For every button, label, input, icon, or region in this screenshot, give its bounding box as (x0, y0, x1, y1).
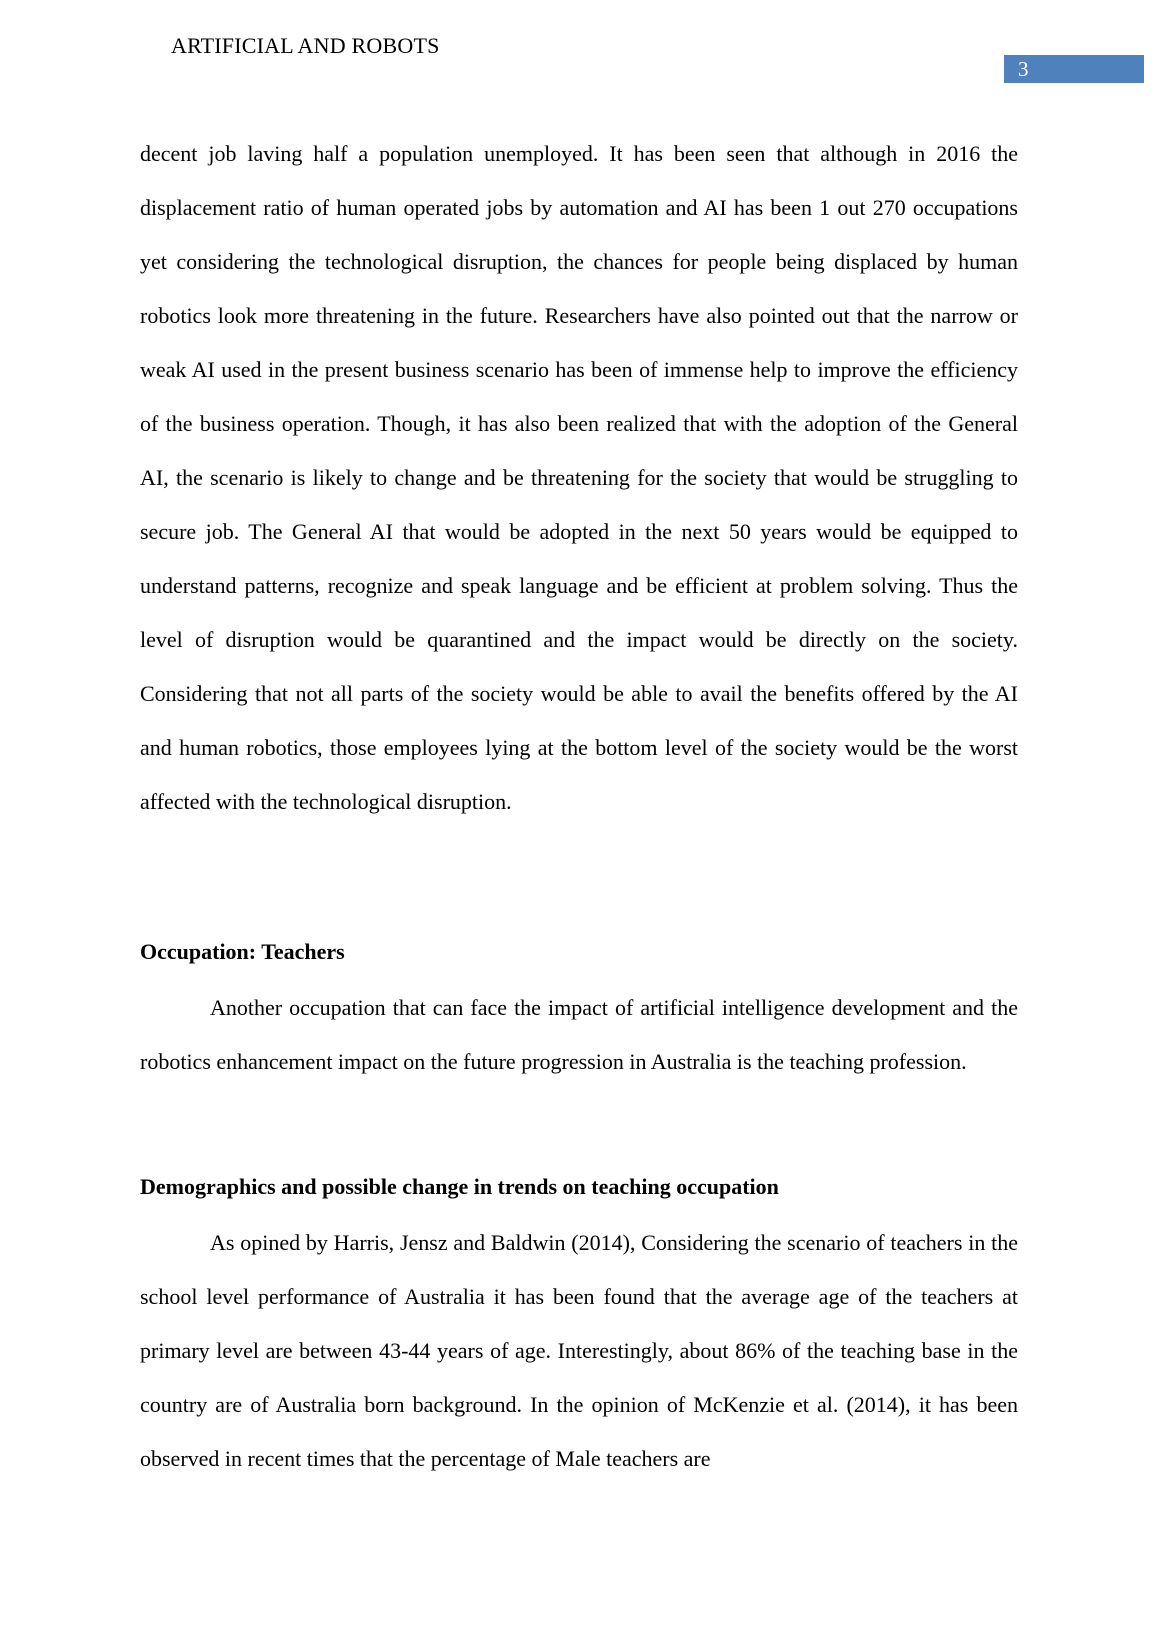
running-head: ARTIFICIAL AND ROBOTS (171, 33, 440, 58)
body-paragraph-2: Another occupation that can face the impact of artificial intelligence development and the robotics enhancement impact on the future progression in Australia is the teaching profession. (140, 995, 1018, 1074)
body-paragraph-3: As opined by Harris, Jensz and Baldwin (2014), Considering the scenario of teachers in the school level performance of Australia it has been found that the average age of the teachers at primary level are between 43-44 years of age. Interestingly, about 86% of the teaching base in the country are of Australia born background. In the opinion of McKenzie et al. (2014), it has been observed in recent times that the percentage of Male teachers are (140, 1230, 1018, 1471)
body-paragraph-1: decent job laving half a population unemployed. It has been seen that although in 2016 the displacement ratio of human operated jobs by automation and AI has been 1 out 270 occupations yet considering the technological disruption, the chances for people being displaced by human robotics look more threatening in the future. Researchers have also pointed out that the narrow or weak AI used in the present business scenario has been of immense help to improve the efficiency of the business operation. Though, it has also been realized that with the adoption of the General AI, the scenario is likely to change and be threatening for the society that would be struggling to secure job. The General AI that would be adopted in the next 50 years would be equipped to understand patterns, recognize and speak language and be efficient at problem solving. Thus the level of disruption would be quarantined and the impact would be directly on the society. Considering that not all parts of the society would be able to avail the benefits offered by the AI and human robotics, those employees lying at the bottom level of the society would be the worst affected with the technological disruption. (140, 141, 1018, 814)
page-number-box (1004, 55, 1144, 83)
section-heading-teachers: Occupation: Teachers (140, 939, 345, 964)
page-number: 3 (1018, 57, 1029, 81)
section-heading-demographics: Demographics and possible change in trends on teaching occupation (140, 1174, 779, 1199)
